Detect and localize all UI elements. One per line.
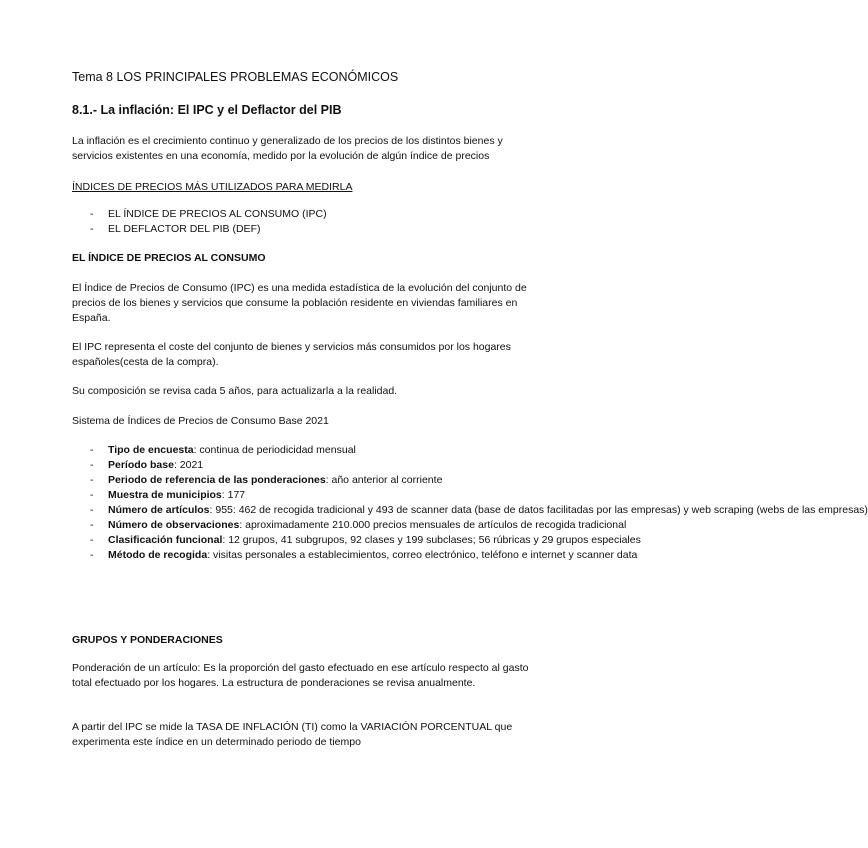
list-item <box>72 488 512 503</box>
intro-paragraph: La inflación es el crecimiento continuo y generalizado de los precios de los distintos bienes y servicios existentes en una economía, medido por la evolución de algún índice de precios <box>72 135 503 162</box>
feature-label: Muestra de municipios <box>108 489 222 501</box>
page-title: Tema 8 LOS PRINCIPALES PROBLEMAS ECONÓMICOS <box>72 70 399 84</box>
ipc-paragraph-2: El IPC representa el coste del conjunto de bienes y servicios más consumidos por los hogares españoles(cesta de la compra). <box>72 341 511 368</box>
ipc-heading: EL ÍNDICE DE PRECIOS AL CONSUMO <box>72 252 266 264</box>
feature-label: Periodo de referencia de las ponderaciones <box>108 474 326 486</box>
list-item <box>72 518 627 533</box>
indices-list <box>72 207 532 237</box>
feature-label: Período base <box>108 459 174 471</box>
features-list <box>72 443 868 563</box>
list-item <box>72 533 641 548</box>
indices-heading: ÍNDICES DE PRECIOS MÁS UTILIZADOS PARA MEDIRLA <box>72 181 353 193</box>
feature-text: : aproximadamente 210.000 precios mensuales de artículos de recogida tradicional <box>239 519 627 531</box>
sistema-line: Sistema de Índices de Precios de Consumo Base 2021 <box>72 415 329 427</box>
list-item <box>72 548 638 563</box>
feature-label: Número de artículos <box>108 504 210 516</box>
section-subtitle: 8.1.- La inflación: El IPC y el Deflactor del PIB <box>72 103 342 117</box>
list-item: - EL ÍNDICE DE PRECIOS AL CONSUMO (IPC) <box>72 207 532 222</box>
feature-text: : visitas personales a establecimientos, correo electrónico, teléfono e internet y scanner data <box>207 549 638 561</box>
feature-label: Método de recogida <box>108 549 208 561</box>
feature-label: Tipo de encuesta <box>108 444 194 456</box>
feature-text: : 955: 462 de recogida tradicional y 493 de scanner data (base de datos facilitadas por las empresas) y web scraping (webs de las empresas) <box>209 504 868 516</box>
feature-label: Clasificación funcional <box>108 534 223 546</box>
feature-text: : año anterior al corriente <box>325 474 443 486</box>
feature-text: : continua de periodicidad mensual <box>193 444 356 456</box>
feature-text: : 12 grupos, 41 subgrupos, 92 clases y 199 subclases; 56 rúbricas y 29 grupos especiales <box>222 534 641 546</box>
ipc-paragraph-1: El Índice de Precios de Consumo (IPC) es una medida estadística de la evolución del conjunto de precios de los bienes y servicios que consume la población residente en viviendas familiares en España. <box>72 282 527 324</box>
ipc-paragraph-3: Su composición se revisa cada 5 años, para actualizarla a la realidad. <box>72 385 398 397</box>
grupos-paragraph-1: Ponderación de un artículo: Es la proporción del gasto efectuado en ese artículo respecto al gasto total efectuado por los hogares. La estructura de ponderaciones se revisa anualmente. <box>72 662 529 689</box>
list-item <box>72 458 512 473</box>
list-item <box>72 443 512 458</box>
feature-text: : 2021 <box>173 459 204 471</box>
list-item <box>72 503 868 518</box>
list-item: - EL DEFLACTOR DEL PIB (DEF) <box>72 222 532 237</box>
grupos-heading: GRUPOS Y PONDERACIONES <box>72 634 223 646</box>
feature-text: : 177 <box>221 489 246 501</box>
list-item <box>72 473 512 488</box>
feature-label: Número de observaciones <box>108 519 240 531</box>
grupos-paragraph-2: A partir del IPC se mide la TASA DE INFLACIÓN (TI) como la VARIACIÓN PORCENTUAL que experimenta este índice en un determinado periodo de tiempo <box>72 721 513 748</box>
